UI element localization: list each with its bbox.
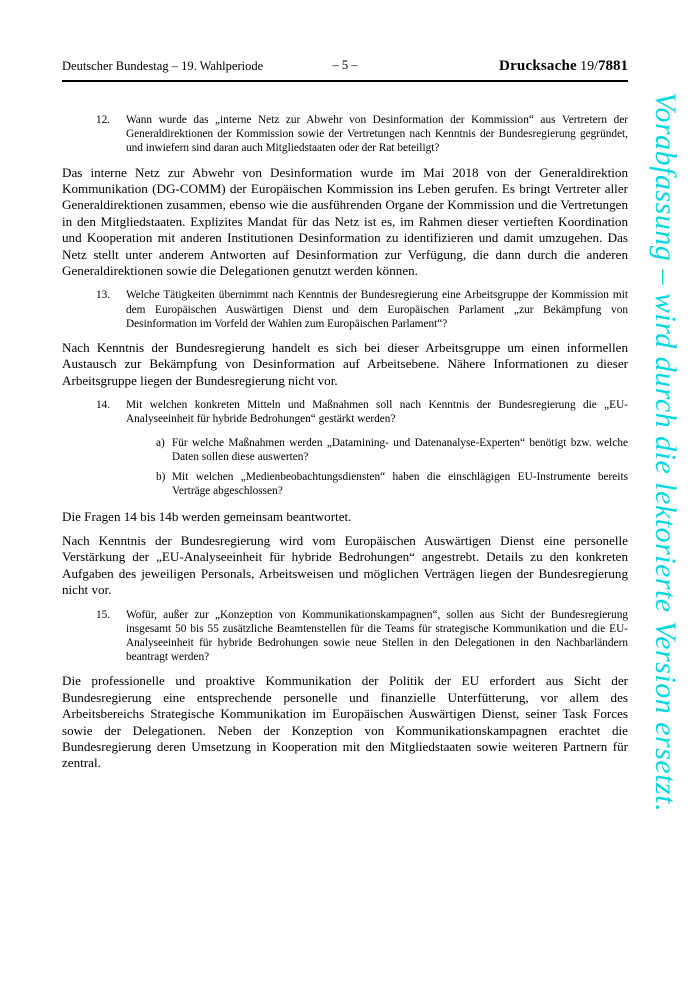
question-item (62, 288, 628, 331)
subquestion-text: Für welche Maßnahmen werden „Datamining- und Datenanalyse-Experten“ benötigt bzw. welche Daten sollen diese auswerten? (172, 436, 628, 463)
subquestion-text: Mit welchen „Medienbeobachtungsdiensten“ haben die einschlägigen EU-Instrumente bereits Verträge abgeschlossen? (172, 471, 628, 498)
subquestion-label: a) (156, 436, 165, 449)
drucksache-label: Drucksache (499, 58, 577, 74)
question-text: Wann wurde das „interne Netz zur Abwehr von Desinformation der Kommission“ aus Vertretern der Generaldirektionen der Kommission sowie der Vertretungen nach Kenntnis der Bundesregierung gegründet, und inwiefern sind daran auch Mitgliedstaaten oder der Rat beteiligt? (126, 114, 628, 155)
page-header (62, 58, 628, 75)
question-number: 15. (96, 608, 111, 621)
drucksache-number-prefix: 19/ (580, 59, 598, 74)
answer-paragraph: Das interne Netz zur Abwehr von Desinformation wurde im Mai 2018 von der Generaldirektion Kommunikation (DG-COMM) der Europäischen Kommission ins Leben gerufen. Es bringt Vertreter aller Generaldirektionen zusammen, ebenso wie die ausführenden Organe der Kommission und die Vertretungen in den Mitgliedstaaten. Explizites Mandat für das Netz ist es, im Rahmen dieser vertieften Koordination und Kooperation mit anderen Institutionen Desinformation zu identifizieren und damit umzugehen. Das Netz stellt unter anderem Antworten auf Desinformation zur Verfügung, die dann durch die anderen Generaldirektionen sowie die Delegationen genutzt werden können. (62, 164, 628, 279)
page-number: – 5 – (332, 58, 358, 72)
question-item (62, 608, 628, 665)
answer-paragraph: Die professionelle und proaktive Kommunikation der Politik der EU erfordert aus Sicht der Bundesregierung eine entsprechende personelle und finanzielle Unterfütterung, vor allem des Arbeitsbereichs Strategische Kommunikation im Europäischen Auswärtigen Dienst, seiner Task Forces sowie der Delegationen. Neben der Konzeption von Kommunikationskampagnen erachtet die Bundesregierung deren Umsetzung in Kooperation mit den Mitgliedstaaten sowie weiteren Partnern für zentral. (62, 673, 628, 771)
watermark (632, 0, 700, 990)
question-text: Welche Tätigkeiten übernimmt nach Kenntnis der Bundesregierung eine Arbeitsgruppe der Kommission mit dem Europäischen Auswärtigen Dienst und dem Europäischen Parlament „zur Bekämpfung von Desinformation im Vorfeld der Wahlen zum Europäischen Parlament“? (126, 289, 628, 330)
subquestion-item (62, 436, 628, 464)
answer-paragraph: Nach Kenntnis der Bundesregierung wird vom Europäischen Auswärtigen Dienst eine personelle Verstärkung der „EU-Analyseeinheit für hybride Bedrohungen“ angestrebt. Details zu den konkreten Aufgaben des jeweiligen Personals, Arbeitsweisen und möglichen Verträgen liegen der Bundesregierung nicht vor. (62, 532, 628, 598)
drucksache-number-value: 7881 (598, 58, 628, 74)
drucksache-number (580, 59, 628, 74)
watermark-text: Vorabfassung – wird durch die lektorierte Version ersetzt. (649, 92, 682, 813)
subquestion-label: b) (156, 471, 166, 484)
question-item (62, 398, 628, 426)
answer-paragraph: Die Fragen 14 bis 14b werden gemeinsam beantwortet. (62, 508, 352, 524)
question-number: 14. (96, 399, 111, 412)
document-body (62, 104, 628, 780)
question-item (62, 113, 628, 156)
question-text: Wofür, außer zur „Konzeption von Kommunikationskampagnen“, sollen aus Sicht der Bundesregierung insgesamt 50 bis 55 zusätzliche Beamtenstellen für die Teams für strategische Kommunikation und die EU-Analyseeinheit für hybride Bedrohungen sowie neue Stellen in den Delegationen in den Nachbarländern beantragt werden? (126, 608, 628, 664)
drucksache-reference (499, 58, 628, 75)
question-text: Mit welchen konkreten Mitteln und Maßnahmen soll nach Kenntnis der Bundesregierung die „EU-Analyseeinheit für hybride Bedrohungen“ gestärkt werden? (126, 399, 628, 426)
question-number: 13. (96, 289, 111, 302)
header-left-text: Deutscher Bundestag – 19. Wahlperiode (62, 59, 264, 73)
subquestion-item (62, 470, 628, 498)
answer-paragraph: Nach Kenntnis der Bundesregierung handelt es sich bei dieser Arbeitsgruppe um einen informellen Austausch zur Bekämpfung von Desinformation auf Arbeitsebene. Nähere Informationen zu dieser Arbeitsgruppe liegen der Bundesregierung nicht vor. (62, 340, 628, 388)
question-number: 12. (96, 114, 111, 126)
header-divider (62, 80, 628, 82)
